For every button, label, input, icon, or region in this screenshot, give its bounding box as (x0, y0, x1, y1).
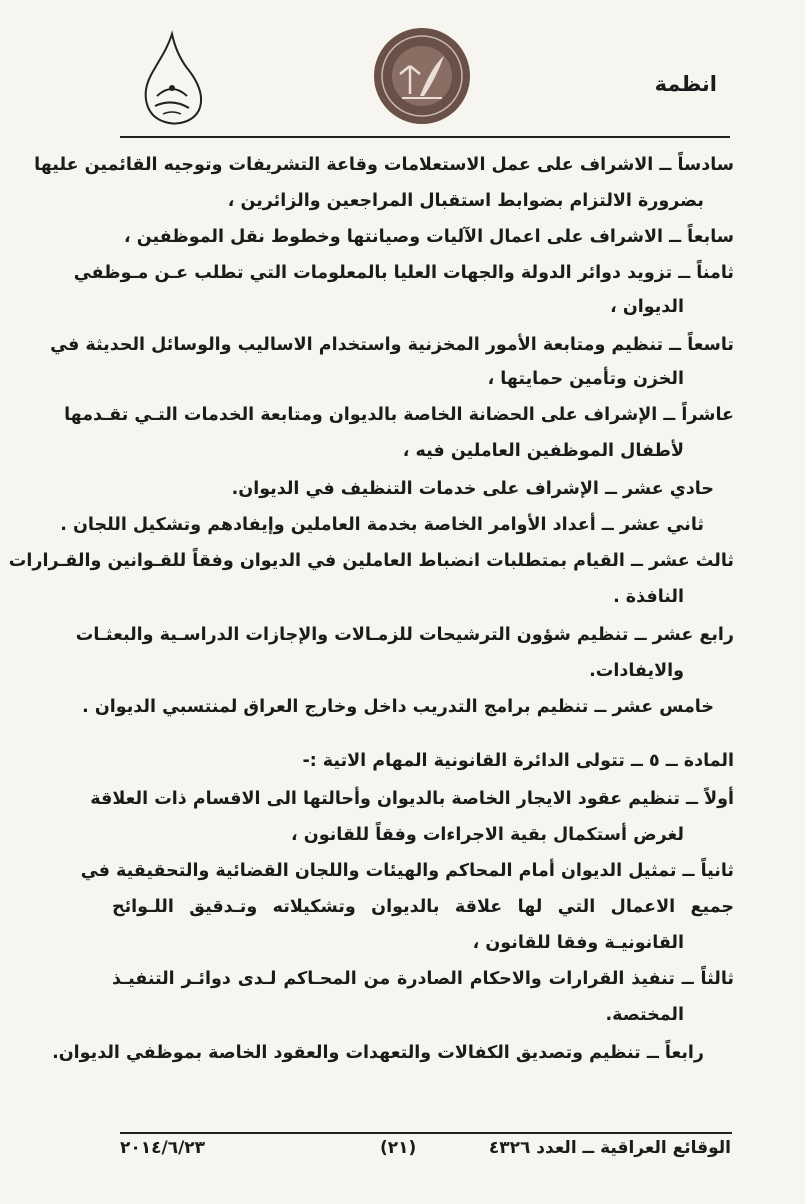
text-line: ثالث عشر ــ القيام بمتطلبات انضباط العاملين في الديوان وفقاً للقـوانين والقـرارات (8, 551, 734, 571)
text-line: المختصة. (605, 1005, 684, 1025)
waqai-iraqiya-logo (137, 30, 207, 130)
text-line: حادي عشر ــ الإشراف على خدمات التنظيف في الديوان. (231, 479, 714, 499)
publication-name: الوقائع العراقية ــ العدد ٤٣٢٦ (488, 1138, 731, 1158)
page-number: (٢١) (380, 1138, 417, 1158)
text-line: لغرض أستكمال بقية الاجراءات وفقاً للقانون ، (291, 825, 684, 845)
text-line: تاسعاً ــ تنظيم ومتابعة الأمور المخزنية واستخدام الاساليب والوسائل الحديثة في (50, 335, 734, 355)
footer-divider (120, 1132, 732, 1134)
section-title: انظمة (654, 72, 717, 96)
text-line: جميع الاعمال التي لها علاقة بالديوان وتشكيلاته وتـدقيق اللـوائح (112, 897, 734, 917)
text-line: عاشراً ــ الإشراف على الحضانة الخاصة بالديوان ومتابعة الخدمات التـي تقـدمها (64, 405, 734, 425)
publication-date: ٢٠١٤/٦/٢٣ (120, 1138, 206, 1158)
text-line: الديوان ، (610, 297, 684, 317)
text-line: القانونيـة وفقا للقانون ، (472, 933, 684, 953)
text-line: ثامناً ــ تزويد دوائر الدولة والجهات العليا بالمعلومات التي تطلب عـن مـوظفي (73, 263, 734, 283)
text-line: رابع عشر ــ تنظيم شؤون الترشيحات للزمـالات والإجازات الدراسـية والبعثـات (75, 625, 734, 645)
header-divider (120, 136, 730, 138)
official-seal-icon (372, 26, 472, 126)
text-line: لأطفال الموظفين العاملين فيه ، (402, 441, 684, 461)
text-line: ثانياً ــ تمثيل الديوان أمام المحاكم والهيئات واللجان القضائية والتحقيقية في (80, 861, 734, 881)
text-line: أولاً ــ تنظيم عقود الايجار الخاصة بالديوان وأحالتها الى الاقسام ذات العلاقة (90, 789, 734, 809)
text-line: والايفادات. (589, 661, 684, 681)
text-line: رابعاً ــ تنظيم وتصديق الكفالات والتعهدات والعقود الخاصة بموظفي الديوان. (52, 1043, 704, 1063)
text-line: سابعاً ــ الاشراف على اعمال الآليات وصيانتها وخطوط نقل الموظفين ، (124, 227, 734, 247)
text-line: ثالثاً ــ تنفيذ القرارات والاحكام الصادرة من المحـاكم لـدى دوائـر التنفيـذ (112, 969, 734, 989)
text-line: سادساً ــ الاشراف على عمل الاستعلامات وقاعة التشريفات وتوجيه القائمين عليها (34, 155, 734, 175)
text-line: النافذة . (613, 587, 684, 607)
text-line: خامس عشر ــ تنظيم برامج التدريب داخل وخارج العراق لمنتسبي الديوان . (82, 697, 714, 717)
article-heading: المادة ــ ٥ ــ تتولى الدائرة القانونية المهام الاتية :- (302, 751, 734, 771)
text-line: بضرورة الالتزام بضوابط استقبال المراجعين والزائرين ، (227, 191, 704, 211)
text-line: الخزن وتأمين حمايتها ، (487, 369, 684, 389)
text-line: ثاني عشر ــ أعداد الأوامر الخاصة بخدمة العاملين وإيفادهم وتشكيل اللجان . (60, 515, 704, 535)
